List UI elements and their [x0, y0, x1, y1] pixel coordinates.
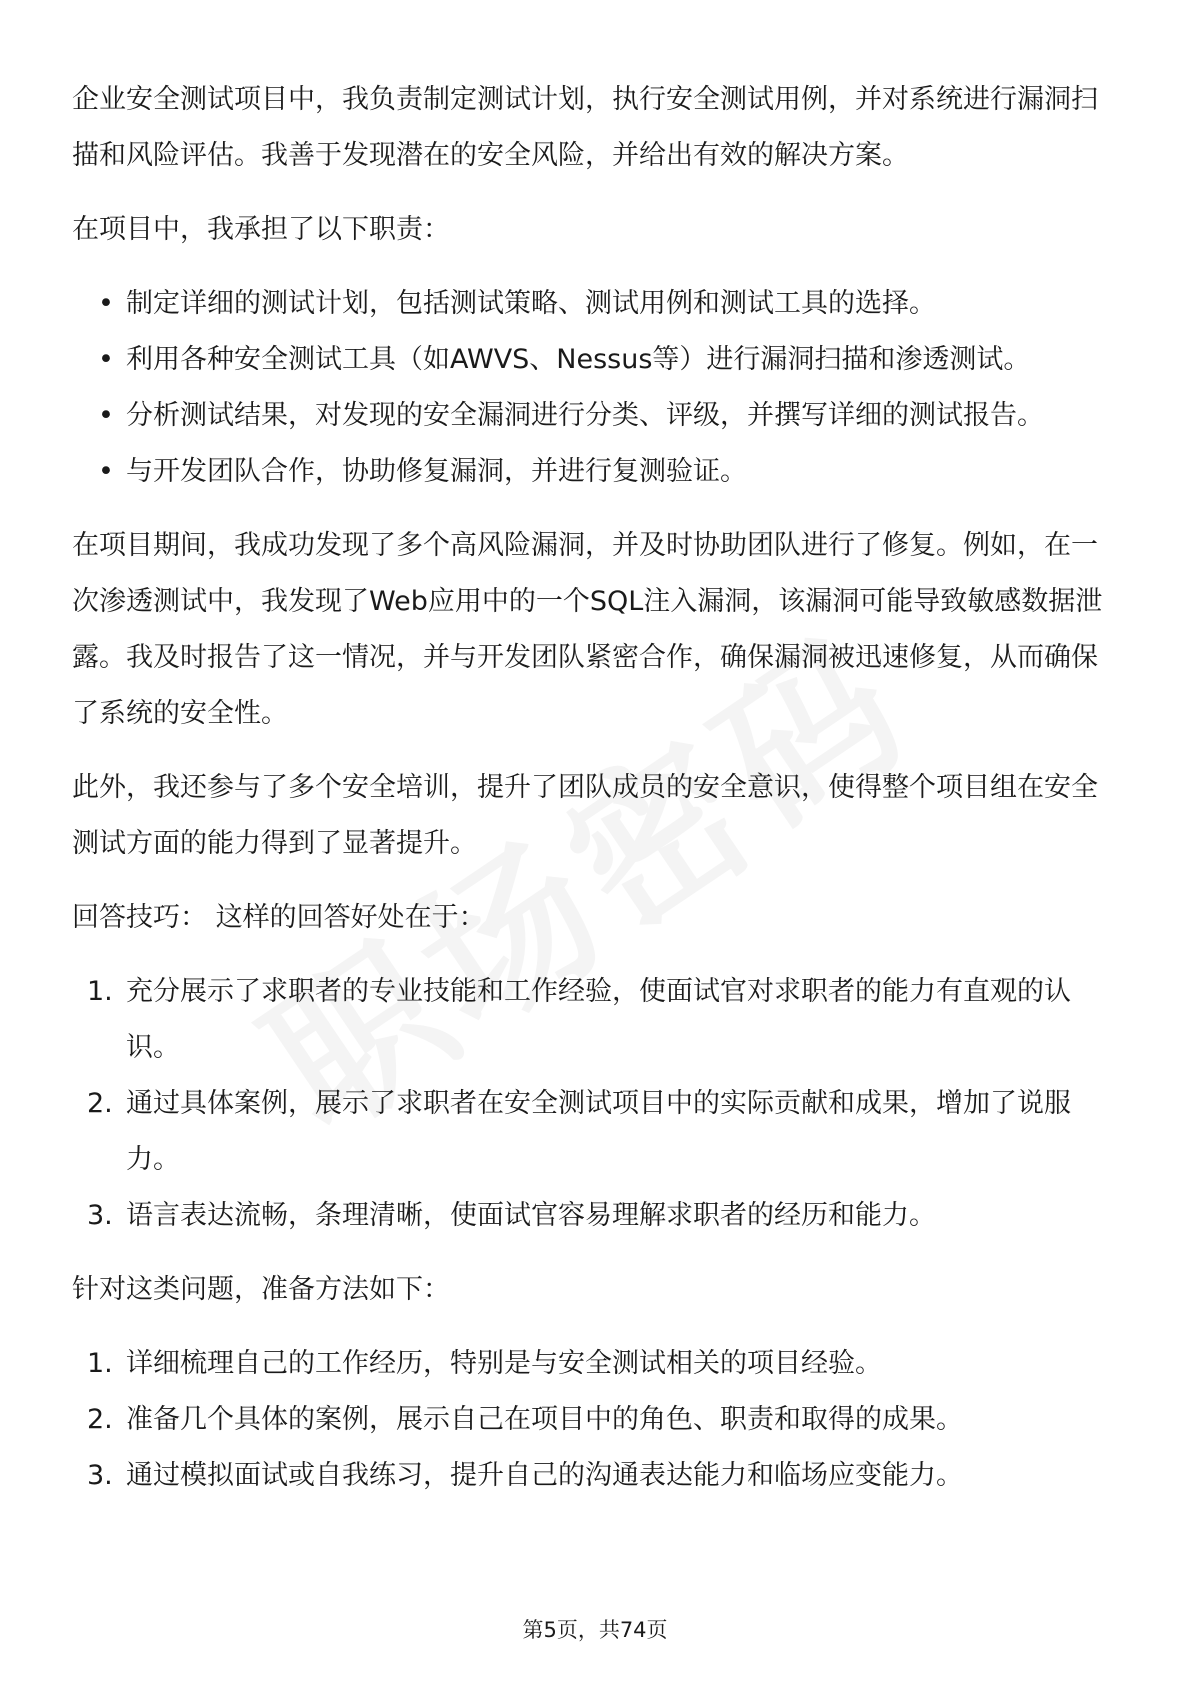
intro-paragraph: 企业安全测试项目中，我负责制定测试计划，执行安全测试用例，并对系统进行漏洞扫描和风险评估。我善于发现潜在的安全风险，并给出有效的解决方案。 — [72, 84, 1098, 171]
list-item-text: 准备几个具体的案例，展示自己在项目中的角色、职责和取得的成果。 — [126, 1404, 963, 1435]
list-item-text: 语言表达流畅，条理清晰，使面试官容易理解求职者的经历和能力。 — [126, 1200, 936, 1231]
list-item-text: 分析测试结果，对发现的安全漏洞进行分类、评级，并撰写详细的测试报告。 — [126, 400, 1044, 431]
list-number: 2. — [87, 1088, 113, 1119]
list-item — [72, 1448, 1118, 1504]
bullet-icon: • — [98, 288, 114, 319]
list-item-text: 通过具体案例，展示了求职者在安全测试项目中的实际贡献和成果，增加了说服力。 — [126, 1088, 1071, 1175]
list-item — [72, 388, 1118, 444]
list-item-text: 与开发团队合作，协助修复漏洞，并进行复测验证。 — [126, 456, 747, 487]
tips-list — [72, 964, 1118, 1244]
list-item — [72, 1336, 1118, 1392]
list-item-text: 制定详细的测试计划，包括测试策略、测试用例和测试工具的选择。 — [126, 288, 936, 319]
list-number: 3. — [87, 1200, 113, 1231]
prep-list — [72, 1336, 1118, 1504]
list-number: 1. — [87, 976, 113, 1007]
page-footer: 第5页，共74页 — [522, 1618, 668, 1642]
list-item — [72, 1392, 1118, 1448]
duties-heading: 在项目中，我承担了以下职责： — [72, 214, 450, 245]
bullet-icon: • — [98, 344, 114, 375]
bullet-icon: • — [98, 400, 114, 431]
list-item — [72, 276, 1118, 332]
list-item-text: 充分展示了求职者的专业技能和工作经验，使面试官对求职者的能力有直观的认识。 — [126, 976, 1071, 1063]
list-number: 3. — [87, 1460, 113, 1491]
document-body — [72, 72, 1118, 1522]
list-number: 1. — [87, 1348, 113, 1379]
list-item-text: 通过模拟面试或自我练习，提升自己的沟通表达能力和临场应变能力。 — [126, 1460, 963, 1491]
prep-heading: 针对这类问题，准备方法如下： — [72, 1274, 450, 1305]
list-item-text: 利用各种安全测试工具（如AWVS、Nessus等）进行漏洞扫描和渗透测试。 — [126, 344, 1031, 375]
duties-list — [72, 276, 1118, 500]
tips-heading: 回答技巧： 这样的回答好处在于： — [72, 902, 486, 933]
bullet-icon: • — [98, 456, 114, 487]
list-item — [72, 1076, 1118, 1188]
list-item-text: 详细梳理自己的工作经历，特别是与安全测试相关的项目经验。 — [126, 1348, 882, 1379]
list-item — [72, 1188, 1118, 1244]
achievement-paragraph: 在项目期间，我成功发现了多个高风险漏洞，并及时协助团队进行了修复。例如，在一次渗透测试中，我发现了Web应用中的一个SQL注入漏洞，该漏洞可能导致敏感数据泄露。我及时报告了这一情况，并与开发团队紧密合作，确保漏洞被迅速修复，从而确保了系统的安全性。 — [72, 530, 1103, 729]
list-item — [72, 332, 1118, 388]
list-number: 2. — [87, 1404, 113, 1435]
list-item — [72, 444, 1118, 500]
list-item — [72, 964, 1118, 1076]
training-paragraph: 此外，我还参与了多个安全培训，提升了团队成员的安全意识，使得整个项目组在安全测试方面的能力得到了显著提升。 — [72, 772, 1098, 859]
